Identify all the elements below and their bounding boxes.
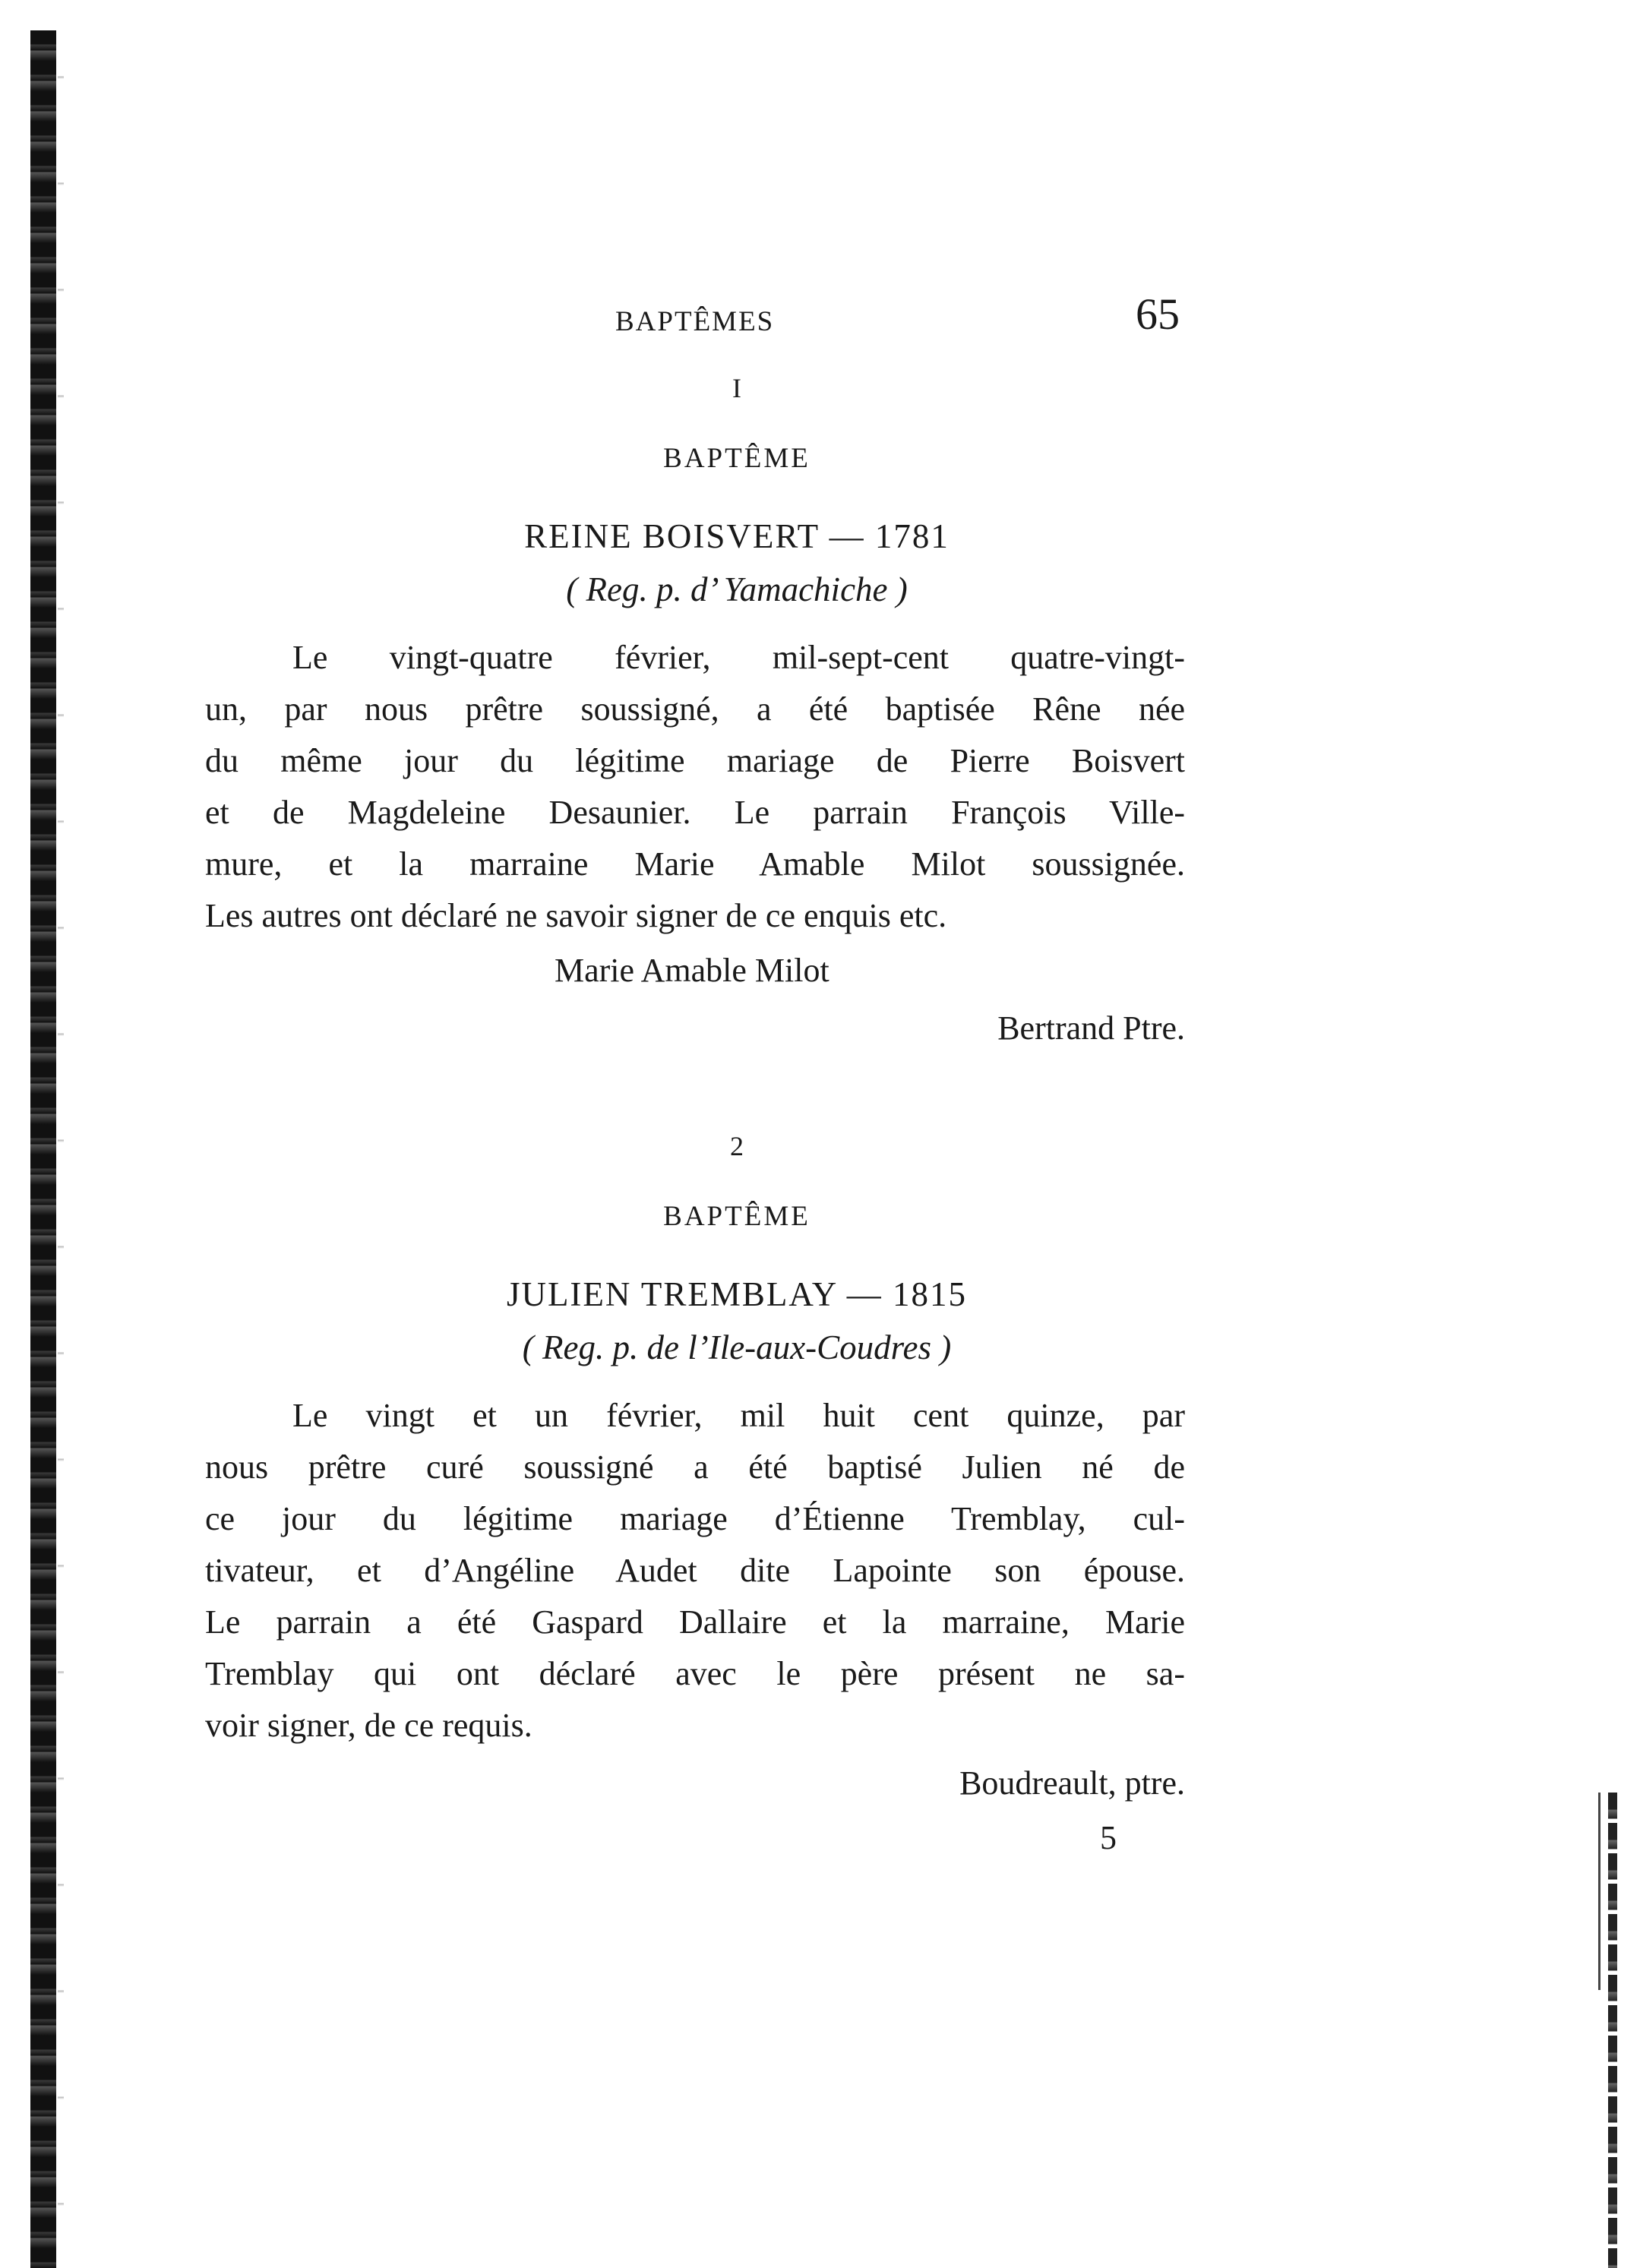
folio-mark: 5 [1100, 1819, 1117, 1856]
entry-1 [205, 372, 1185, 1054]
binding-edge-right [1608, 1793, 1617, 2268]
entry-number: I [732, 373, 741, 403]
book-page [205, 289, 1185, 1864]
entry-2 [205, 1130, 1185, 1809]
section-spacer [205, 1054, 1185, 1107]
binding-edge-right-line [1598, 1793, 1601, 1990]
signature-godmother: Marie Amable Milot [555, 952, 829, 989]
entry-name: JULIEN TREMBLAY — 1815 [506, 1275, 968, 1313]
body-line: Le parrain a été Gaspard Dallaire et la marraine, Marie [205, 1603, 1185, 1641]
running-head [205, 289, 1185, 349]
entry-body [205, 632, 1185, 942]
page-number: 65 [1136, 289, 1180, 339]
section-title: BAPTÊME [663, 1201, 811, 1232]
section-title: BAPTÊME [663, 443, 811, 474]
body-line: ce jour du légitime mariage d’Étienne Tremblay, cul- [205, 1500, 1185, 1537]
binding-edge-left [30, 30, 56, 2268]
body-line: nous prêtre curé soussigné a été baptisé Julien né de [205, 1448, 1185, 1486]
entry-source: ( Reg. p. d’ Yamachiche ) [566, 570, 908, 608]
body-line: Le vingt et un février, mil huit cent quinze, par [292, 1397, 1185, 1434]
entry-body [205, 1390, 1185, 1752]
entry-number: 2 [730, 1131, 744, 1161]
body-line: Le vingt-quatre février, mil-sept-cent quatre-vingt- [292, 639, 1185, 676]
body-line: voir signer, de ce requis. [205, 1707, 532, 1744]
entry-source: ( Reg. p. de l’Ile-aux-Coudres ) [522, 1328, 952, 1366]
running-title: BAPTÊMES [615, 306, 775, 337]
body-line: tivateur, et d’Angéline Audet dite Lapointe son épouse. [205, 1552, 1185, 1589]
signature-priest: Boudreault, ptre. [959, 1764, 1185, 1802]
signature-priest: Bertrand Ptre. [997, 1009, 1185, 1047]
binding-edge-left-ticks [58, 30, 64, 2268]
entry-name: REINE BOISVERT — 1781 [524, 517, 950, 555]
body-line: mure, et la marraine Marie Amable Milot soussignée. [205, 845, 1185, 883]
body-line: Les autres ont déclaré ne savoir signer de ce enquis etc. [205, 897, 947, 934]
body-line: un, par nous prêtre soussigné, a été baptisée Rêne née [205, 690, 1185, 728]
body-line: du même jour du légitime mariage de Pierre Boisvert [205, 742, 1185, 779]
body-line: Tremblay qui ont déclaré avec le père présent ne sa- [205, 1655, 1185, 1692]
body-line: et de Magdeleine Desaunier. Le parrain François Ville- [205, 794, 1185, 831]
